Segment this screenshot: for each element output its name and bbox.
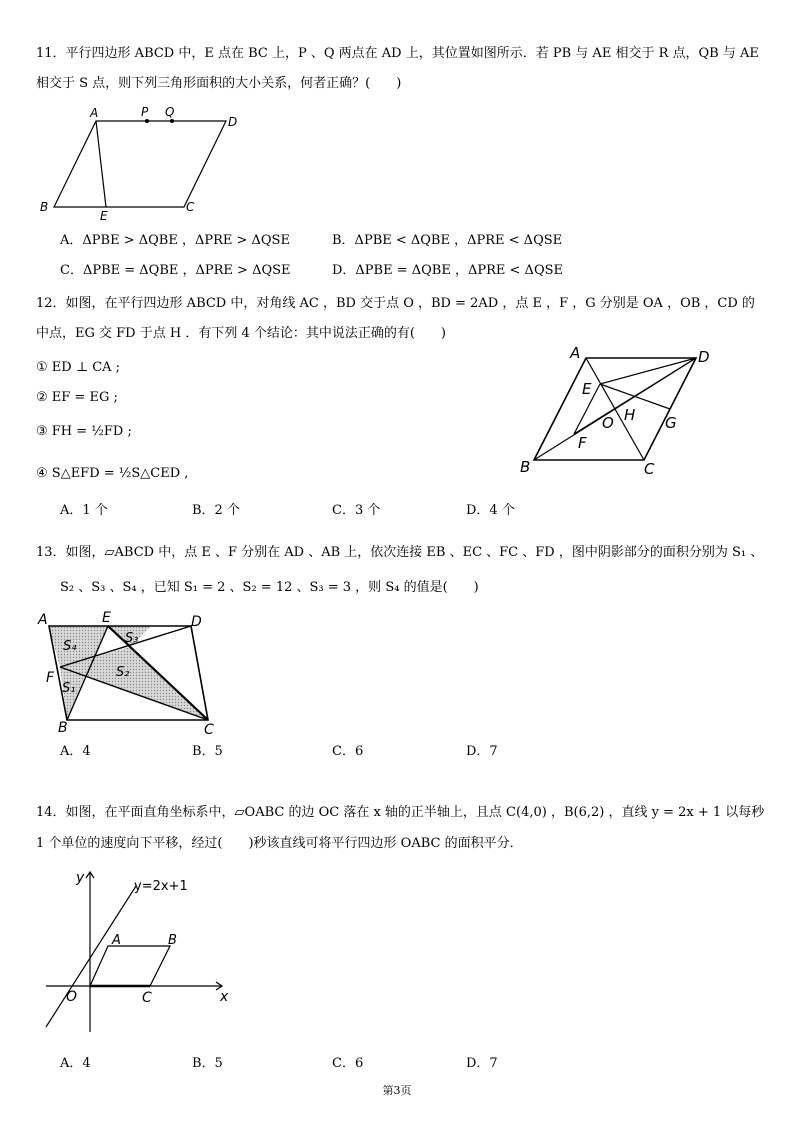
q14-line-y-2x-1 (46, 886, 136, 1027)
q12-label-c: C (644, 460, 655, 478)
q11-label-q: Q (165, 105, 175, 119)
q11-parallelogram (54, 121, 226, 207)
q12-segment-ed (600, 358, 696, 384)
q13-stem-line1: 13．如图，▱ABCD 中，点 E 、F 分别在 AD 、AB 上，依次连接 EB 、EC 、FC 、FD ，图中阴影部分的面积分别为 S₁ 、 (36, 545, 764, 560)
q11-stem-line2: 相交于 S 点，则下列三角形面积的大小关系，何者正确？( ) (36, 76, 402, 91)
q14-parallelogram (90, 946, 170, 986)
q13-stem-line2: S₂ 、S₃ 、S₄ ，已知 S₁ = 2 、S₂ = 12 、S₃ = 3 ，则 S₄ 的值是( ) (60, 580, 479, 595)
q14-stem-line2: 1 个单位的速度向下平移，经过( )秒该直线可将平行四边形 OABC 的面积平分． (36, 836, 523, 851)
q12-conclusion-1: ① ED ⊥ CA ; (36, 360, 121, 375)
q11-stem-line1: 11．平行四边形 ABCD 中，E 点在 BC 上，P 、Q 两点在 AD 上，其位置如图所示．若 PB 与 AE 相交于 R 点，QB 与 AE (36, 46, 759, 61)
q13-label-e: E (102, 610, 111, 626)
q13-label-d: D (191, 614, 202, 630)
q12-stem-line2: 中点，EG 交 FD 于点 H ．有下列 4 个结论：其中说法正确的有( ) (36, 326, 446, 341)
q12-label-h: H (624, 406, 636, 424)
q11-option-d[interactable]: D．ΔPBE = ΔQBE ，ΔPRE < ΔQSE (332, 263, 563, 278)
q11-label-c: C (186, 200, 195, 214)
q12-label-o: O (602, 414, 614, 432)
q13-label-s2: S₂ (116, 665, 130, 680)
q13-figure (36, 608, 236, 738)
q13-label-b: B (58, 720, 68, 736)
q13-label-s4: S₄ (63, 639, 77, 654)
q14-label-x: x (220, 989, 229, 1005)
q14-figure (36, 862, 246, 1040)
q14-label-b: B (168, 933, 177, 948)
q14-label-o: O (66, 989, 78, 1005)
q11-option-b[interactable]: B．ΔPBE < ΔQBE ，ΔPRE < ΔQSE (332, 233, 563, 248)
q13-label-s1: S₁ (62, 681, 76, 696)
q12-conclusion-4: ④ S△EFD = ½S△CED , (36, 466, 189, 481)
q14-option-d[interactable]: D．7 (466, 1056, 498, 1071)
q13-option-a[interactable]: A．4 (60, 744, 91, 759)
q12-figure (510, 342, 730, 477)
q14-stem-line1: 14．如图，在平面直角坐标系中，▱OABC 的边 OC 落在 x 轴的正半轴上，且点 C(4,0) ，B(6,2) ，直线 y = 2x + 1 以每秒 (36, 805, 765, 820)
q13-label-f: F (46, 670, 55, 686)
q12-label-b: B (520, 458, 531, 476)
q14-option-b[interactable]: B．5 (192, 1056, 223, 1071)
q12-option-b[interactable]: B．2 个 (192, 503, 240, 518)
q11-point-q (170, 119, 174, 123)
q11-option-c[interactable]: C．ΔPBE = ΔQBE ，ΔPRE > ΔQSE (60, 263, 291, 278)
q12-stem-line1: 12．如图，在平行四边形 ABCD 中，对角线 AC ，BD 交于点 O ，BD = 2AD ，点 E ，F ，G 分别是 OA ，OB ，CD 的 (36, 296, 755, 311)
q13-label-s3: S₃ (125, 631, 139, 646)
q11-label-b: B (40, 200, 49, 214)
q13-option-c[interactable]: C．6 (332, 744, 364, 759)
q12-option-a[interactable]: A．1 个 (60, 503, 108, 518)
q11-label-p: P (141, 105, 149, 119)
q12-label-e: E (582, 380, 592, 398)
q12-option-c[interactable]: C．3 个 (332, 503, 381, 518)
q12-conclusion-2: ② EF = EG ; (36, 390, 118, 405)
q14-option-a[interactable]: A．4 (60, 1056, 91, 1071)
q14-label-line: y=2x+1 (134, 879, 188, 894)
q14-label-a: A (112, 933, 121, 948)
q14-label-c: C (142, 990, 152, 1006)
q11-label-e: E (100, 209, 108, 223)
q12-label-f: F (578, 434, 587, 452)
q13-label-c: C (204, 722, 214, 738)
q13-option-b[interactable]: B．5 (192, 744, 223, 759)
q11-segment-ae (96, 121, 106, 207)
q12-label-g: G (665, 414, 677, 432)
page-number: 第3页 (382, 1084, 412, 1097)
q12-label-a: A (570, 344, 581, 362)
q11-label-a: A (90, 106, 99, 120)
q11-point-p (145, 119, 149, 123)
q11-label-d: D (228, 115, 238, 129)
q11-figure (36, 104, 256, 222)
q13-option-d[interactable]: D．7 (466, 744, 498, 759)
q12-option-d[interactable]: D．4 个 (466, 503, 515, 518)
q13-label-a: A (38, 612, 48, 628)
q11-option-a[interactable]: A．ΔPBE > ΔQBE ，ΔPRE > ΔQSE (60, 233, 290, 248)
q14-option-c[interactable]: C．6 (332, 1056, 364, 1071)
q12-conclusion-3: ③ FH = ½FD ; (36, 424, 132, 439)
q14-label-y: y (76, 870, 85, 886)
q12-label-d: D (698, 348, 710, 366)
